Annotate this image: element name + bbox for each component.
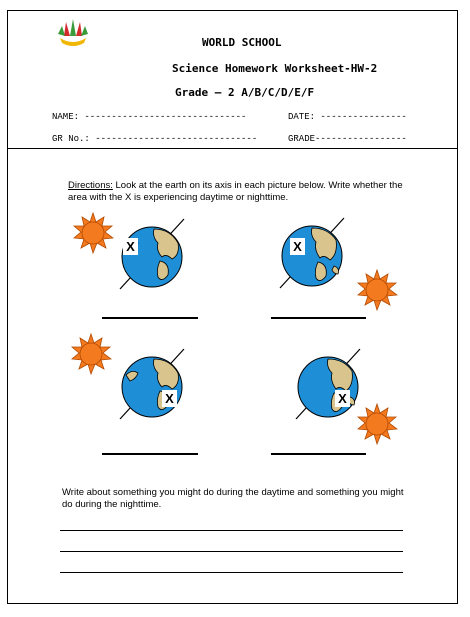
directions-text (68, 180, 403, 204)
sun-icon (70, 333, 112, 375)
earth-icon (112, 215, 192, 295)
x-marker: X (290, 238, 305, 255)
x-marker: X (162, 390, 177, 407)
writing-line-1[interactable] (60, 530, 403, 531)
directions-body: Look at the earth on its axis in each picture below. Write whether the area with the X is experiencing daytime or nighttime. (68, 180, 403, 203)
answer-line-4[interactable] (271, 453, 366, 455)
x-marker: X (123, 238, 138, 255)
writing-line-2[interactable] (60, 551, 403, 552)
grade-line: Grade – 2 A/B/C/D/E/F (175, 86, 315, 99)
date-field[interactable]: DATE: ---------------- (288, 112, 407, 122)
writing-line-3[interactable] (60, 572, 403, 573)
worksheet-title: Science Homework Worksheet-HW-2 (172, 62, 378, 75)
x-marker: X (335, 390, 350, 407)
earth-icon (112, 345, 192, 425)
header-divider (7, 148, 458, 149)
answer-line-1[interactable] (102, 317, 198, 319)
writing-prompt: Write about something you might do during the daytime and something you might do during the nighttime. (62, 487, 404, 510)
name-field[interactable]: NAME: ------------------------------ (52, 112, 247, 122)
grade-field[interactable]: GRADE----------------- (288, 134, 407, 144)
answer-line-2[interactable] (271, 317, 366, 319)
earth-icon (272, 214, 352, 294)
directions-label: Directions: (68, 180, 113, 191)
sun-icon (356, 269, 398, 311)
gr-no-field[interactable]: GR No.: ------------------------------ (52, 134, 258, 144)
sun-icon (356, 403, 398, 445)
sun-icon (72, 212, 114, 254)
school-name: WORLD SCHOOL (202, 36, 282, 49)
answer-line-3[interactable] (102, 453, 198, 455)
school-logo (52, 16, 94, 46)
